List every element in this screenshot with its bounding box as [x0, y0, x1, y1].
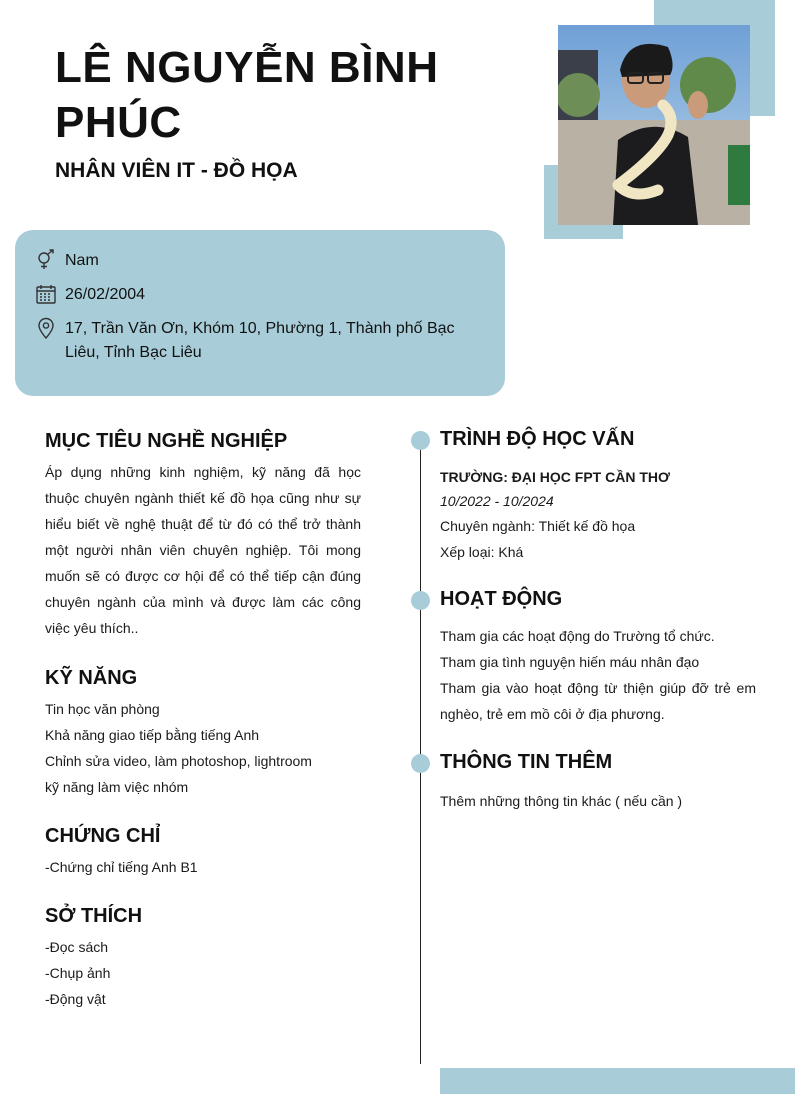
- activity-item: Tham gia tình nguyện hiến máu nhân đạo: [440, 654, 700, 670]
- certificates-title: CHỨNG CHỈ: [45, 825, 161, 847]
- hobby-item: -Đọc sách: [45, 939, 109, 955]
- skill-item: kỹ năng làm việc nhóm: [45, 779, 189, 795]
- left-column: [45, 430, 361, 1012]
- contact-address: [35, 317, 485, 365]
- skill-item: Chỉnh sửa video, làm photoshop, lightroom: [45, 753, 312, 769]
- school-name: TRƯỜNG: ĐẠI HỌC FPT CẦN THƠ: [440, 469, 670, 485]
- calendar-icon: [35, 283, 57, 305]
- activity-item: Tham gia vào hoạt động từ thiện giúp đỡ trẻ em nghèo, trẻ em mồ côi ở địa phương.: [440, 680, 756, 722]
- extra-info-text: Thêm những thông tin khác ( nếu cần ): [440, 793, 683, 809]
- skills-title: KỸ NĂNG: [45, 667, 138, 689]
- career-goal-section: [45, 430, 361, 641]
- contact-gender: [35, 249, 99, 273]
- skill-item: Khả năng giao tiếp bằng tiếng Anh: [45, 727, 260, 743]
- job-title: NHÂN VIÊN IT - ĐỒ HỌA: [55, 159, 298, 182]
- certificate-item: -Chứng chỉ tiếng Anh B1: [45, 859, 198, 875]
- career-goal-title: MỤC TIÊU NGHỀ NGHIỆP: [45, 430, 288, 452]
- timeline-line: [420, 440, 421, 1064]
- gender-value: Nam: [65, 252, 99, 269]
- extra-info-section: [440, 751, 756, 814]
- location-pin-icon: [35, 317, 57, 339]
- timeline-dot: [411, 591, 430, 610]
- candidate-name: LÊ NGUYỄN BÌNH PHÚC: [55, 43, 439, 147]
- profile-photo: [558, 25, 750, 225]
- hobbies-title: SỞ THÍCH: [45, 905, 143, 927]
- rank: Xếp loại: Khá: [440, 544, 524, 560]
- major: Chuyên ngành: Thiết kế đồ họa: [440, 518, 636, 534]
- hobby-item: -Chụp ảnh: [45, 965, 111, 981]
- skills-section: [45, 667, 361, 800]
- address-value: 17, Trần Văn Ơn, Khóm 10, Phường 1, Thành phố Bạc Liêu, Tỉnh Bạc Liêu: [65, 320, 455, 361]
- certificates-section: [45, 825, 361, 880]
- skill-item: Tin học văn phòng: [45, 701, 160, 717]
- timeline-dot: [411, 431, 430, 450]
- education-title: TRÌNH ĐỘ HỌC VẤN: [440, 428, 635, 450]
- extra-info-title: THÔNG TIN THÊM: [440, 751, 613, 773]
- activities-section: [440, 588, 756, 727]
- education-section: [440, 428, 756, 565]
- gender-icon: [35, 249, 57, 271]
- career-goal-text: Áp dụng những kinh nghiệm, kỹ năng đã học thuộc chuyên ngành thiết kế đồ họa cũng như sự hiểu biết về nghệ thuật để từ đó có thể trở thành một người nhân viên chuyên nghiệp. Tôi mong muốn sẽ có được cơ hội để có thể tiếp cận đúng chuyên ngành của mình và được làm các công việc yêu thích..: [45, 464, 361, 636]
- study-period: 10/2022 - 10/2024: [440, 493, 554, 509]
- activity-item: Tham gia các hoạt động do Trường tổ chức.: [440, 628, 715, 644]
- hobby-item: -Động vật: [45, 991, 106, 1007]
- hobbies-section: [45, 905, 361, 1012]
- timeline-dot: [411, 754, 430, 773]
- contact-birthday: [35, 283, 145, 307]
- birthday-value: 26/02/2004: [65, 286, 146, 303]
- footer-accent-bar: [440, 1068, 795, 1094]
- activities-title: HOẠT ĐỘNG: [440, 588, 563, 610]
- contact-card: [15, 230, 505, 396]
